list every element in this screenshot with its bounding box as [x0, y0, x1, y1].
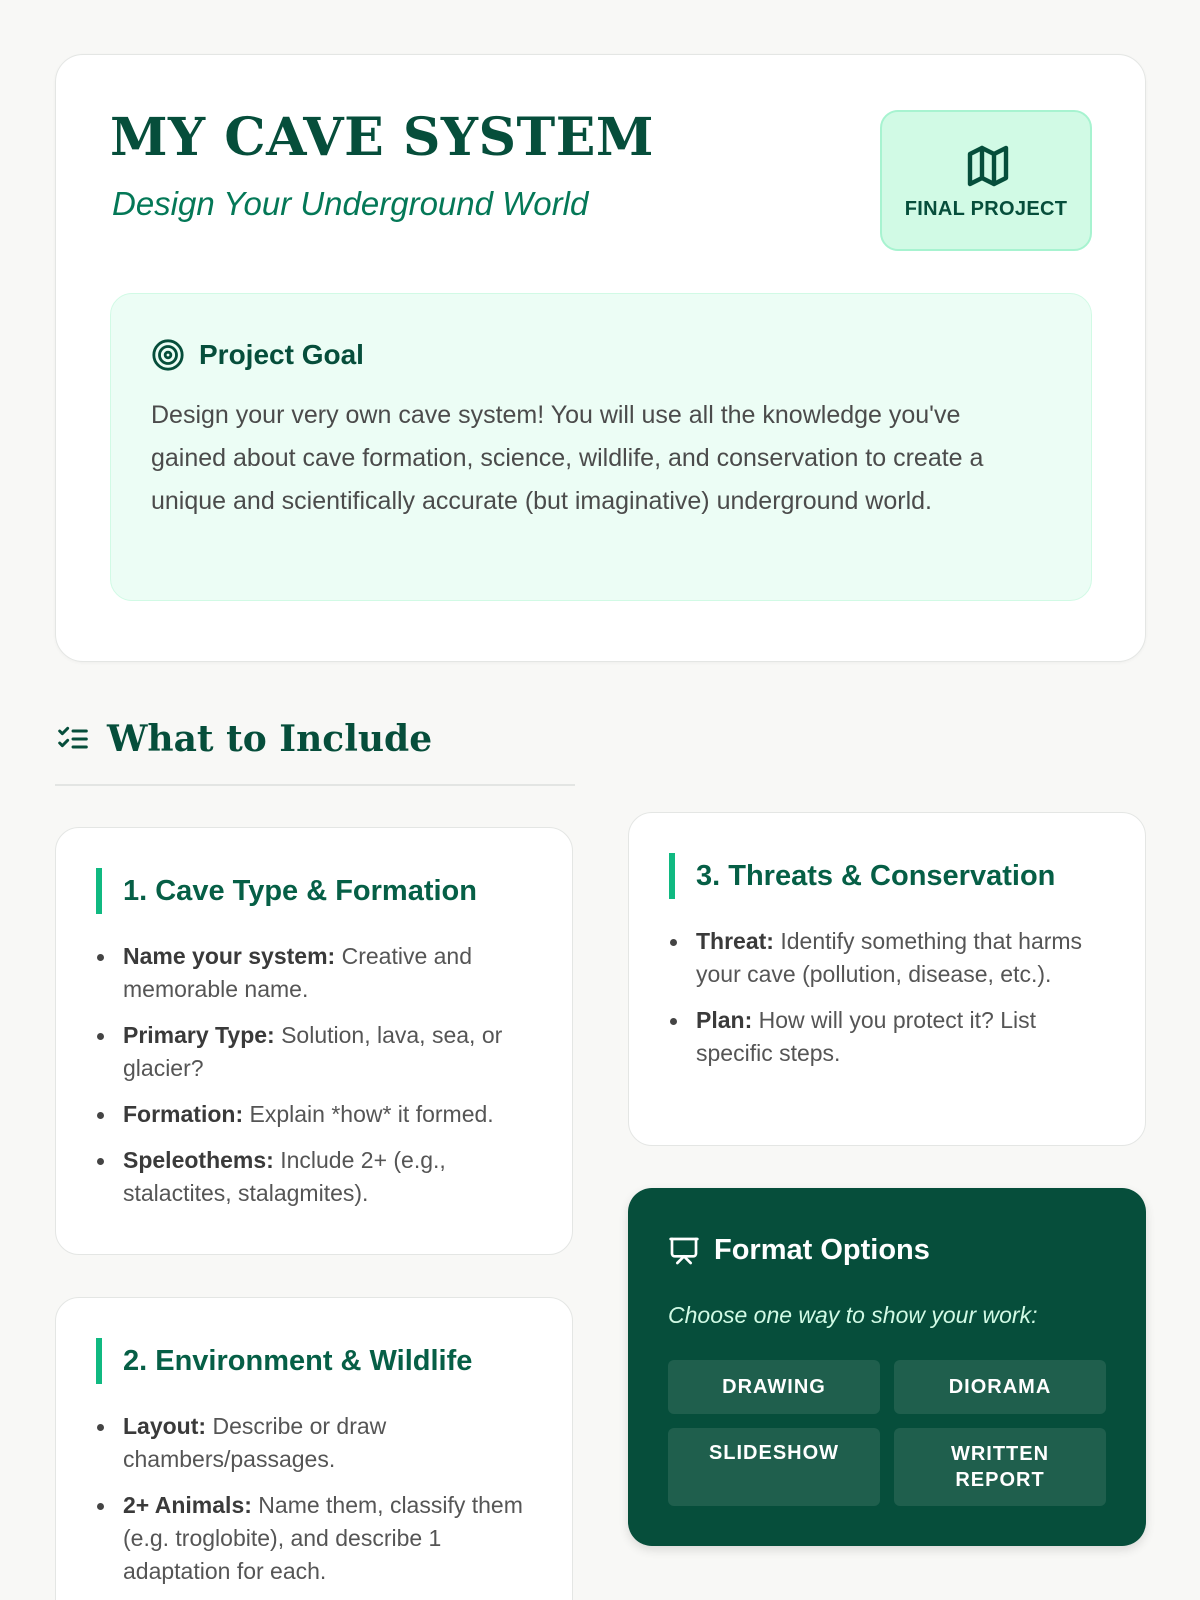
option-written-report-button[interactable]: WRITTEN REPORT [894, 1428, 1106, 1506]
header-card [55, 54, 1146, 662]
checklist-icon [55, 723, 91, 755]
card-environment [55, 1297, 573, 1600]
option-drawing-button[interactable]: DRAWING [668, 1360, 880, 1414]
card-list [696, 925, 1106, 1083]
list-item: Primary Type: Solution, lava, sea, or glacier? [123, 1019, 543, 1085]
project-goal-box [110, 293, 1092, 601]
card-list [123, 1410, 543, 1600]
target-icon [151, 338, 185, 372]
option-diorama-button[interactable]: DIORAMA [894, 1360, 1106, 1414]
option-slideshow-button[interactable]: SLIDESHOW [668, 1428, 880, 1506]
presentation-icon [668, 1235, 700, 1267]
list-item: 2+ Animals: Name them, classify them (e.g. troglobite), and describe 1 adaptation for each. [123, 1489, 543, 1588]
list-item: Threat: Identify something that harms your cave (pollution, disease, etc.). [696, 925, 1106, 991]
card-title: 2. Environment & Wildlife [96, 1338, 472, 1384]
card-threats [628, 812, 1146, 1146]
page-title: MY CAVE SYSTEM [110, 107, 654, 168]
format-heading [668, 1234, 930, 1267]
goal-text: Design your very own cave system! You will use all the knowledge you've gained about cave formation, science, wildlife, and conservation to create a unique and scientifically accurate (but imaginative) underground world. [151, 401, 984, 515]
list-item: Layout: Describe or draw chambers/passages. [123, 1410, 543, 1476]
format-options-card [628, 1188, 1146, 1546]
format-subtitle: Choose one way to show your work: [668, 1302, 1038, 1328]
map-icon [964, 142, 1012, 190]
goal-heading [151, 338, 364, 372]
card-title: 3. Threats & Conservation [669, 853, 1055, 899]
section-heading [55, 718, 432, 760]
list-item: Plan: How will you protect it? List specific steps. [696, 1004, 1106, 1070]
section-divider [55, 784, 575, 786]
badge-label: FINAL PROJECT [904, 198, 1068, 220]
format-title: Format Options [714, 1234, 930, 1266]
list-item: Formation: Explain *how* it formed. [123, 1098, 543, 1131]
page-subtitle: Design Your Underground World [112, 185, 589, 222]
list-item: Speleothems: Include 2+ (e.g., stalactites, stalagmites). [123, 1144, 543, 1210]
card-cave-type [55, 827, 573, 1255]
section-title: What to Include [107, 718, 433, 760]
list-item: Name your system: Creative and memorable name. [123, 940, 543, 1006]
card-list [123, 940, 543, 1223]
goal-title: Project Goal [199, 339, 364, 370]
card-title: 1. Cave Type & Formation [96, 868, 477, 914]
final-project-badge [880, 110, 1092, 251]
